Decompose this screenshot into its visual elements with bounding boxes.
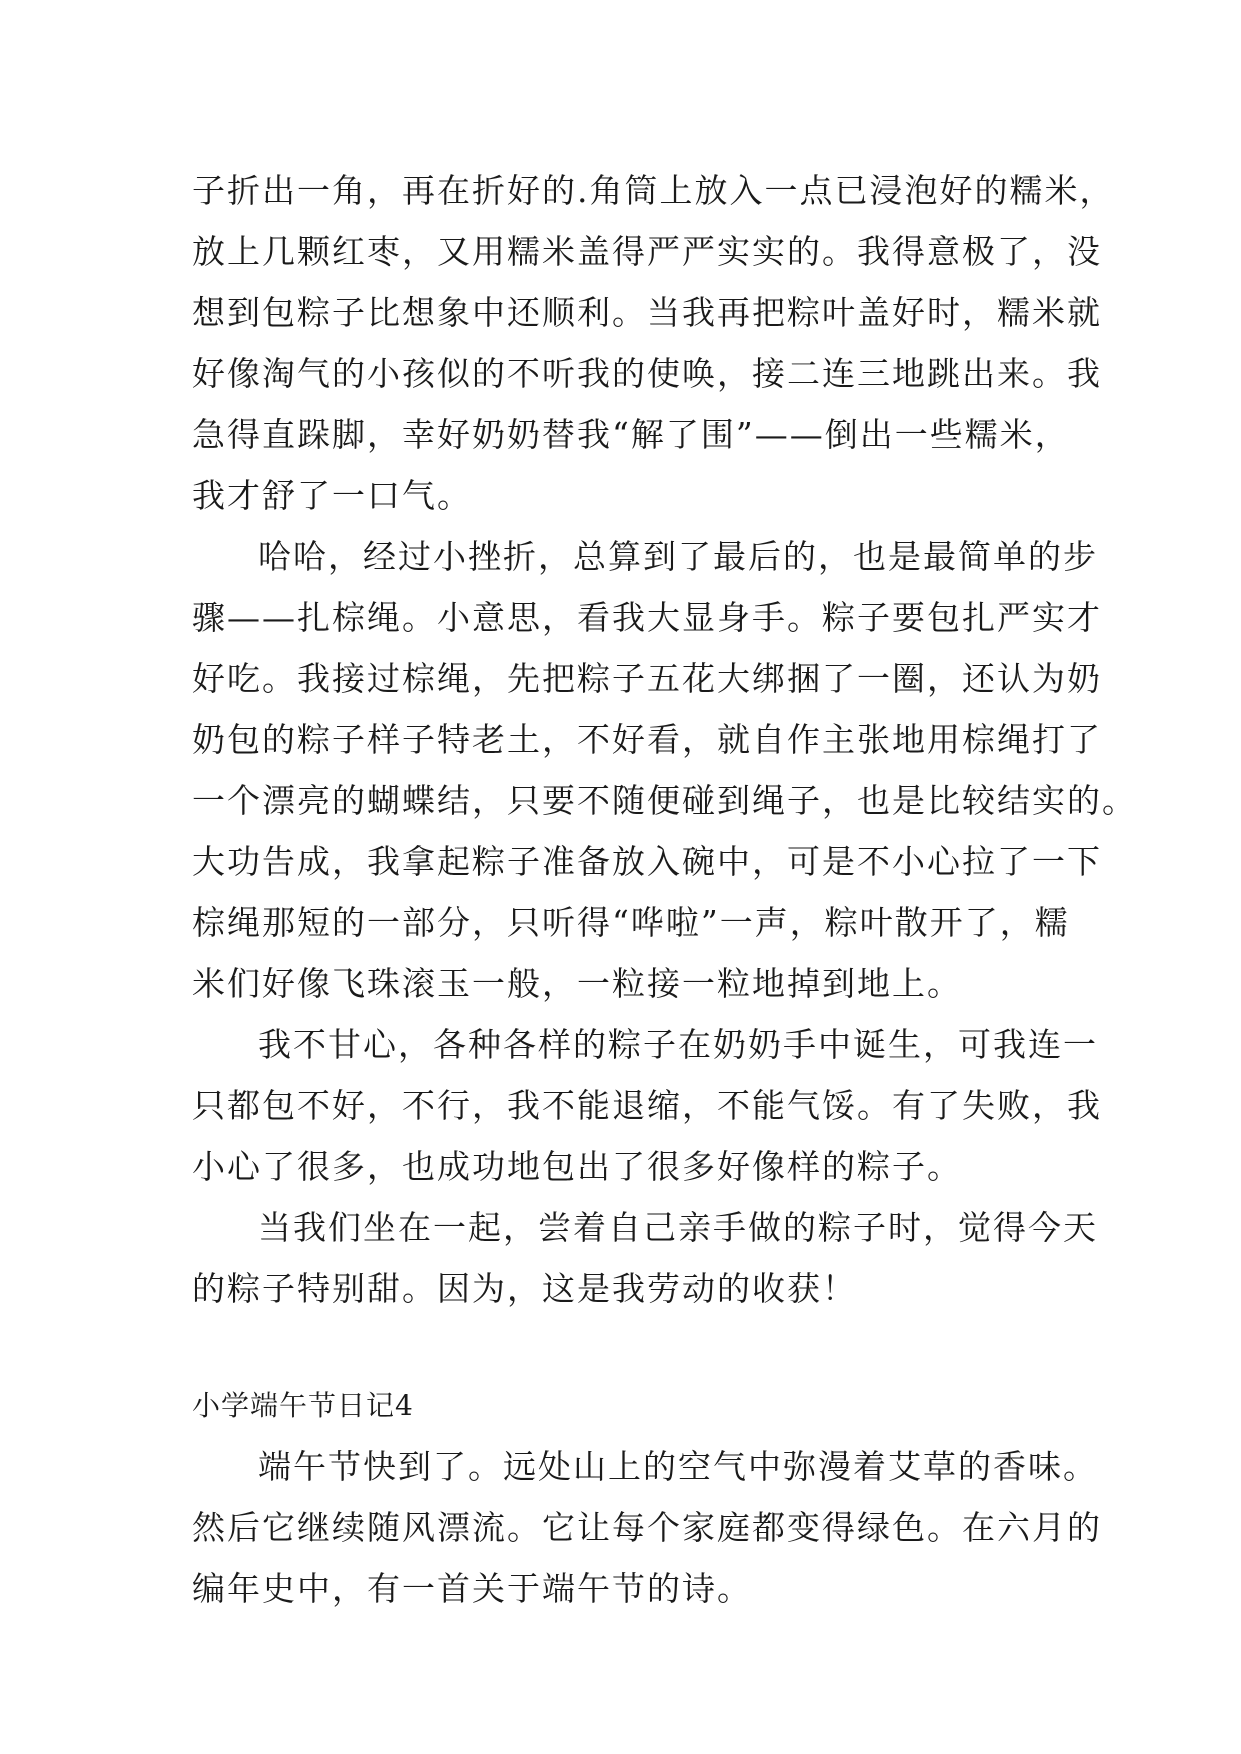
text-line: 哈哈，经过小挫折，总算到了最后的，也是最简单的步 — [258, 537, 1098, 576]
text-line: 我才舒了一口气。 — [192, 476, 472, 515]
text-line: 大功告成，我拿起粽子准备放入碗中，可是不小心拉了一下 — [192, 842, 1102, 881]
text-line: 奶包的粽子样子特老土，不好看，就自作主张地用棕绳打了 — [192, 720, 1102, 759]
text-line: 放上几颗红枣，又用糯米盖得严严实实的。我得意极了，没 — [192, 232, 1102, 271]
document-body — [192, 160, 1137, 1619]
section-heading: 小学端午节日记4 — [192, 1389, 414, 1422]
paragraph — [192, 1197, 1098, 1319]
text-line: 米们好像飞珠滚玉一般，一粒接一粒地掉到地上。 — [192, 964, 962, 1003]
text-line: 小心了很多，也成功地包出了很多好像样的粽子。 — [192, 1147, 962, 1186]
text-line: 子折出一角，再在折好的.角筒上放入一点已浸泡好的糯米， — [192, 171, 1115, 210]
text-line: 好像淘气的小孩似的不听我的使唤，接二连三地跳出来。我 — [192, 354, 1102, 393]
paragraph — [192, 526, 1137, 1014]
text-line: 棕绳那短的一部分，只听得“哗啦”一声，粽叶散开了，糯 — [192, 903, 1070, 942]
text-line: 好吃。我接过棕绳，先把粽子五花大绑捆了一圈，还认为奶 — [192, 659, 1102, 698]
text-line: 只都包不好，不行，我不能退缩，不能气馁。有了失败，我 — [192, 1086, 1102, 1125]
text-line: 然后它继续随风漂流。它让每个家庭都变得绿色。在六月的 — [192, 1508, 1102, 1547]
text-line: 急得直跺脚，幸好奶奶替我“解了围”——倒出一些糯米， — [192, 415, 1070, 454]
text-line: 端午节快到了。远处山上的空气中弥漫着艾草的香味。 — [258, 1447, 1098, 1486]
text-line: 我不甘心，各种各样的粽子在奶奶手中诞生，可我连一 — [258, 1025, 1098, 1064]
text-line: 的粽子特别甜。因为，这是我劳动的收获！ — [192, 1269, 857, 1308]
paragraph — [192, 1436, 1102, 1619]
text-line: 想到包粽子比想象中还顺利。当我再把粽叶盖好时，糯米就 — [192, 293, 1102, 332]
paragraph — [192, 1014, 1102, 1197]
text-line: 一个漂亮的蝴蝶结，只要不随便碰到绳子，也是比较结实的。 — [192, 781, 1137, 820]
text-line: 骤——扎棕绳。小意思，看我大显身手。粽子要包扎严实才 — [192, 598, 1102, 637]
spacer — [192, 1319, 1092, 1375]
paragraph — [192, 160, 1115, 526]
text-line: 当我们坐在一起，尝着自己亲手做的粽子时，觉得今天 — [258, 1208, 1098, 1247]
text-line: 编年史中，有一首关于端午节的诗。 — [192, 1569, 752, 1608]
